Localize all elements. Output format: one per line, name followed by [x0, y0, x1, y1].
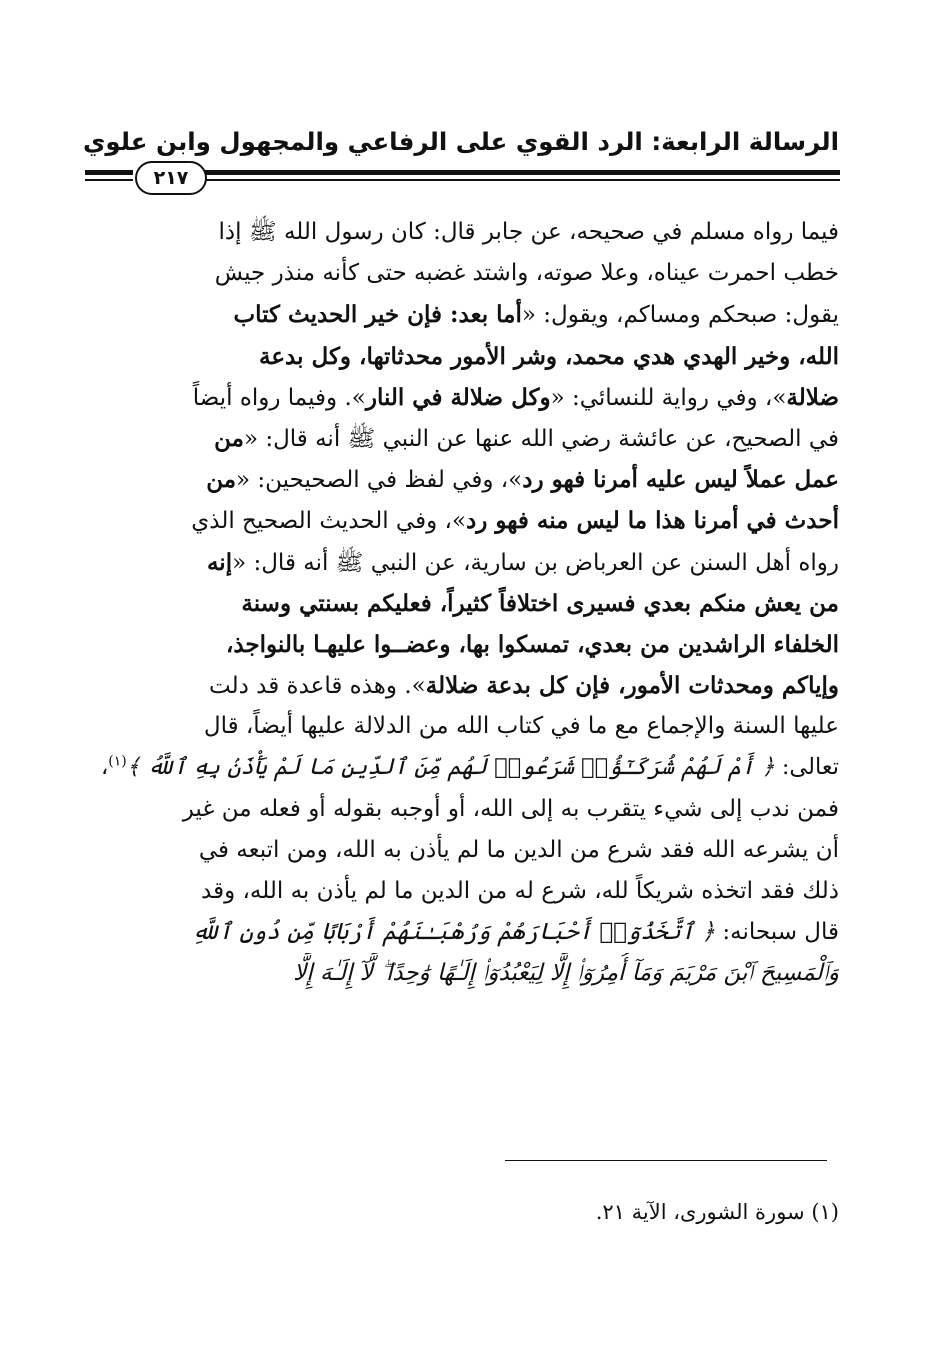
text-run: ». وهذه قاعدة قد دلت — [209, 673, 426, 700]
body-line — [91, 459, 839, 500]
hadith-quote: من — [214, 424, 244, 452]
header-rule — [85, 163, 840, 193]
text-run: ذلك فقد اتخذه شريكاً لله، شرع له من الدين ما لم يأذن به الله، وقد — [201, 878, 839, 904]
text-run: يقول: صبحكم ومساكم، ويقول: « — [521, 302, 839, 329]
hadith-quote: عمل عملاً ليس عليه أمرنا فهو رد — [522, 466, 839, 494]
body-line — [91, 665, 839, 706]
footnote-ref: (١) — [108, 753, 127, 770]
hadith-quote: وإياكم ومحدثات الأمور، فإن كل بدعة ضلالة — [425, 672, 839, 700]
body-line — [91, 706, 839, 747]
body-line — [91, 789, 839, 830]
body-line — [91, 871, 839, 912]
body-line — [91, 830, 839, 871]
body-line — [91, 747, 839, 788]
body-line — [91, 418, 839, 459]
quran-verse: وَٱلْمَسِيحَ ٱبْنَ مَرْيَمَ وَمَآ أُمِرُوٓا۟ إِلَّا لِيَعْبُدُوٓا۟ إِلَـٰهًا وَٰحِدًا ۖ لَّآ إِلَـٰهَ إِلَّا — [293, 960, 839, 987]
body-text — [91, 212, 839, 995]
text-run: في الصحيح، عن عائشة رضي الله عنها عن النبي ﷺ أنه قال: « — [243, 425, 839, 452]
hadith-quote: أما بعد: فإن خير الحديث كتاب — [233, 301, 522, 329]
text-run: فيما رواه مسلم في صحيحه، عن جابر قال: كان رسول الله ﷺ إذا — [218, 219, 839, 245]
hadith-quote: إنه — [206, 548, 233, 576]
text-run: رواه أهل السنن عن العرباض بن سارية، عن النبي ﷺ أنه قال: « — [232, 549, 839, 576]
header-rule-right-thin — [205, 179, 840, 181]
text-run: »، وفي الحديث الصحيح الذي — [191, 508, 467, 535]
text-run: تعالى: — [774, 754, 839, 781]
body-line — [91, 253, 839, 294]
text-run: »، وفي لفظ في الصحيحين: « — [236, 467, 523, 494]
header-rule-left-thick — [85, 170, 133, 175]
hadith-quote: ضلالة — [786, 383, 839, 411]
text-run: أن يشرعه الله فقد شرع من الدين ما لم يأذن به الله، ومن اتبعه في — [198, 836, 839, 863]
running-header: الرسالة الرابعة: الرد القوي على الرفاعي والمجهول وابن علوي — [82, 127, 839, 156]
text-run: ، — [100, 754, 109, 781]
hadith-quote: الله، وخير الهدي هدي محمد، وشر الأمور محدثاتها، وكل بدعة — [259, 342, 839, 370]
body-line — [91, 953, 839, 994]
body-line — [91, 500, 839, 541]
quran-verse: ﴿ ٱتَّخَذُوٓا۟ أَحْبَارَهُمْ وَرُهْبَـٰنَهُمْ أَرْبَابًا مِّن دُونِ ٱللَّهِ — [191, 919, 716, 946]
hadith-quote: الخلفاء الراشدين من بعدي، تمسكوا بها، وعضــوا عليهـا بالنواجذ، — [225, 630, 839, 658]
hadith-quote: أحدث في أمرنا هذا ما ليس منه فهو رد — [466, 507, 839, 535]
body-line — [91, 624, 839, 665]
body-line — [91, 542, 839, 583]
body-line — [91, 212, 839, 253]
body-line — [91, 377, 839, 418]
header-rule-right-thick — [205, 170, 840, 175]
header-rule-left-thin — [85, 179, 133, 181]
text-run: عليها السنة والإجماع مع ما في كتاب الله من الدلالة عليها أيضاً، قال — [203, 713, 839, 740]
footnote-separator — [505, 1160, 827, 1161]
hadith-quote: من يعش منكم بعدي فسيرى اختلافاً كثيراً، فعليكم بسنتي وسنة — [241, 589, 839, 617]
text-run: ». وفيما رواه أيضاً — [192, 384, 366, 411]
hadith-quote: من — [206, 466, 237, 494]
text-run: قال سبحانه: — [715, 919, 839, 946]
footnote-1: (١) سورة الشورى، الآية ٢١. — [595, 1200, 839, 1224]
hadith-quote: وكل ضلالة في النار — [365, 383, 551, 411]
text-run: »، وفي رواية للنسائي: « — [550, 384, 787, 411]
body-line — [91, 912, 839, 953]
body-line — [91, 583, 839, 624]
quran-verse: ﴿ أَمْ لَهُمْ شُرَكَـٰٓؤُا۟ شَرَعُوا۟ لَهُم مِّنَ ٱلدِّينِ مَا لَمْ يَأْذَنۢ بِهِ ٱللَّهُ ﴾ — [126, 754, 775, 781]
page-number: ٢١٧ — [135, 161, 207, 195]
body-line — [91, 336, 839, 377]
text-run: خطب احمرت عيناه، وعلا صوته، واشتد غضبه حتى كأنه منذر جيش — [214, 260, 839, 287]
body-line — [91, 294, 839, 335]
text-run: فمن ندب إلى شيء يتقرب به إلى الله، أو أوجبه بقوله أو فعله من غير — [182, 795, 839, 822]
